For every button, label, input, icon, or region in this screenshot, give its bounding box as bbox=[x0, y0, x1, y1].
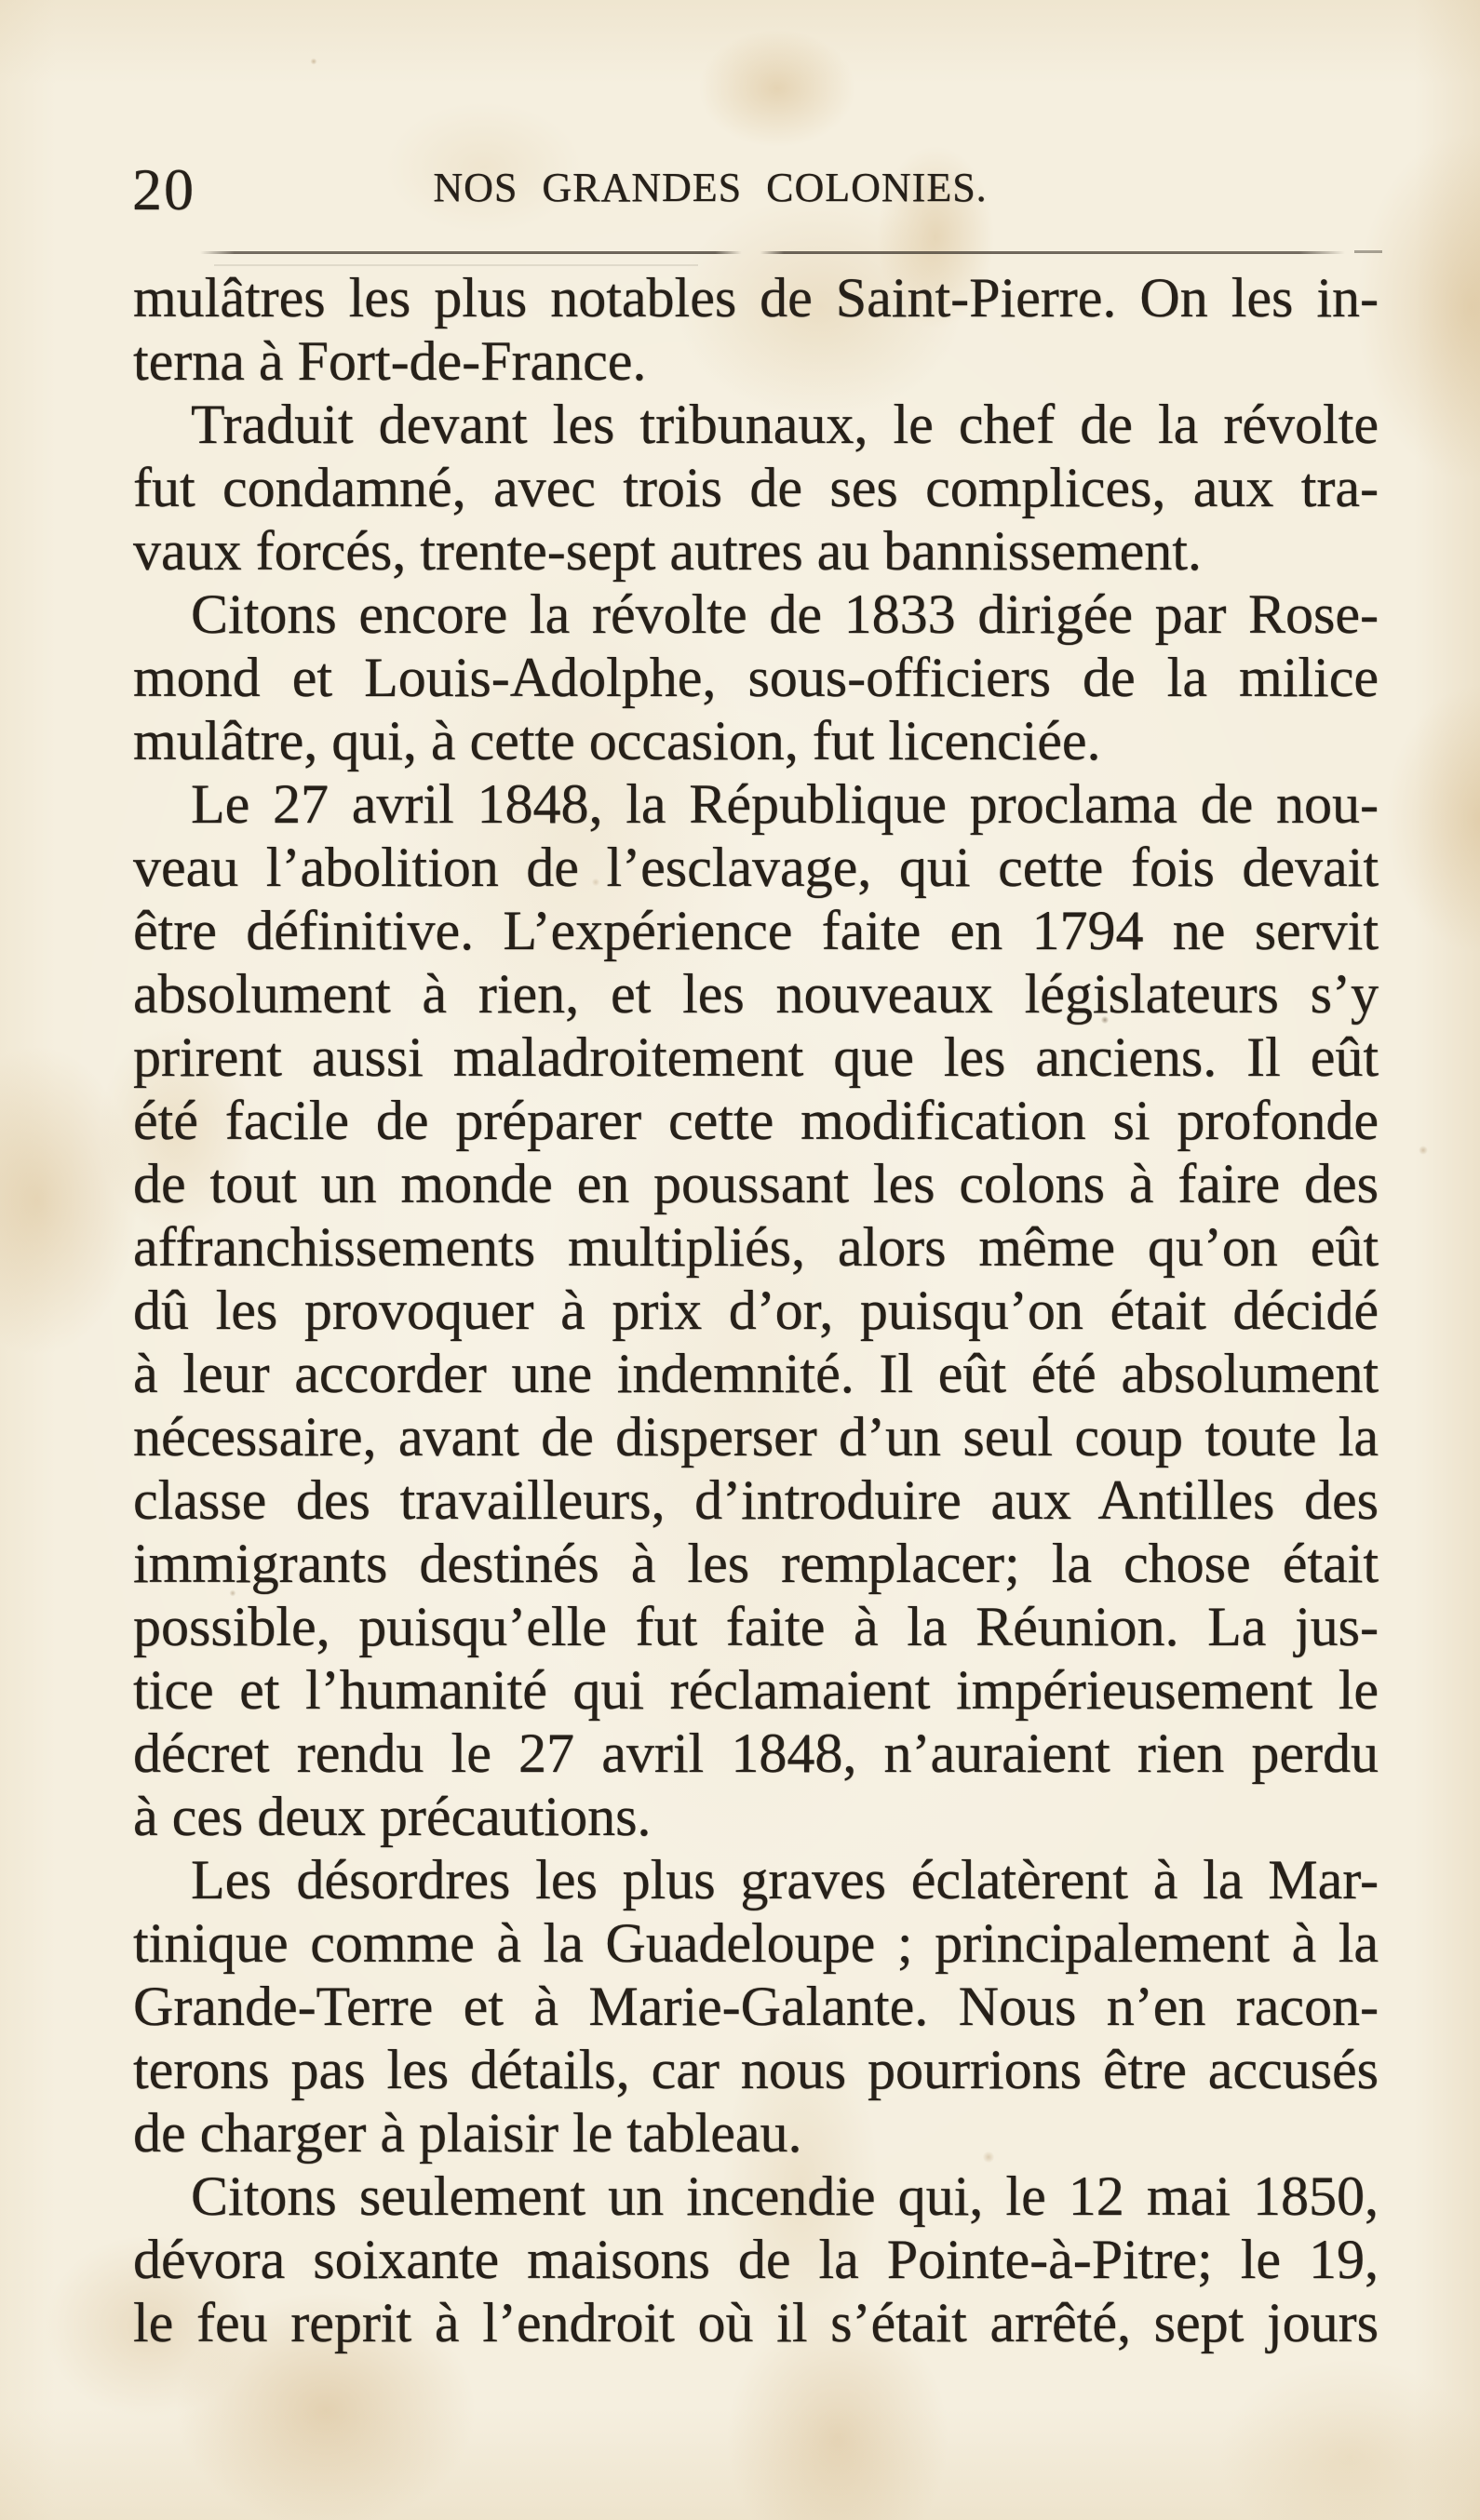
text-line: Grande-Terre et à Marie-Galante. Nous n’en racon- bbox=[133, 1976, 1379, 2037]
text-line: tinique comme à la Guadeloupe ; principalement à la bbox=[133, 1912, 1379, 1974]
text-line: terons pas les détails, car nous pourrions être accusés bbox=[133, 2039, 1379, 2100]
text-line: Le 27 avril 1848, la République proclama de nou- bbox=[191, 773, 1379, 835]
page-number: 20 bbox=[132, 156, 195, 222]
text-line: tice et l’humanité qui réclamaient impérieusement le bbox=[133, 1659, 1379, 1721]
text-line: fut condamné, avec trois de ses complices, aux tra- bbox=[133, 457, 1379, 518]
text-line: Citons seulement un incendie qui, le 12 mai 1850, bbox=[191, 2165, 1379, 2227]
text-line: prirent aussi maladroitement que les anciens. Il eût bbox=[133, 1026, 1379, 1088]
text-line: classe des travailleurs, d’introduire aux Antilles des bbox=[133, 1469, 1379, 1531]
text-line: dû les provoquer à prix d’or, puisqu’on était décidé bbox=[133, 1280, 1379, 1341]
text-line: terna à Fort-de-France. bbox=[133, 330, 647, 392]
text-line: nécessaire, avant de disperser d’un seul coup toute la bbox=[133, 1406, 1379, 1468]
text-line: absolument à rien, et les nouveaux législateurs s’y bbox=[133, 963, 1379, 1025]
text-line: été facile de préparer cette modification si profonde bbox=[133, 1090, 1379, 1151]
text-line: Les désordres les plus graves éclatèrent à la Mar- bbox=[191, 1849, 1379, 1910]
text-line: à leur accorder une indemnité. Il eût été absolument bbox=[133, 1343, 1379, 1404]
text-line: de charger à plaisir le tableau. bbox=[133, 2102, 802, 2164]
page-body bbox=[133, 266, 1379, 2354]
header-rule bbox=[200, 251, 1345, 254]
text-line: dévora soixante maisons de la Pointe-à-Pitre; le 19, bbox=[133, 2229, 1379, 2290]
text-line: mond et Louis-Adolphe, sous-officiers de la milice bbox=[133, 647, 1379, 708]
text-line: Citons encore la révolte de 1833 dirigée par Rose- bbox=[191, 583, 1379, 645]
text-line: veau l’abolition de l’esclavage, qui cette fois devait bbox=[133, 837, 1379, 898]
text-line: être définitive. L’expérience faite en 1794 ne servit bbox=[133, 900, 1379, 961]
text-line: vaux forcés, trente-sept autres au bannissement. bbox=[133, 520, 1202, 582]
text-line: possible, puisqu’elle fut faite à la Réunion. La jus- bbox=[133, 1596, 1379, 1657]
text-line: à ces deux précautions. bbox=[133, 1786, 652, 1847]
text-line: décret rendu le 27 avril 1848, n’auraient rien perdu bbox=[133, 1722, 1379, 1784]
text-line: mulâtre, qui, à cette occasion, fut licenciée. bbox=[133, 710, 1101, 771]
text-line: le feu reprit à l’endroit où il s’était arrêté, sept jours bbox=[133, 2292, 1379, 2353]
header-rule-end-dash bbox=[1354, 250, 1382, 253]
running-title: NOS GRANDES COLONIES. bbox=[433, 165, 988, 210]
text-line: de tout un monde en poussant les colons à faire des bbox=[133, 1153, 1379, 1214]
text-line: mulâtres les plus notables de Saint-Pierre. On les in- bbox=[133, 267, 1379, 328]
text-line: affranchissements multipliés, alors même qu’on eût bbox=[133, 1216, 1379, 1278]
text-line: immigrants destinés à les remplacer; la chose était bbox=[133, 1533, 1379, 1594]
text-line: Traduit devant les tribunaux, le chef de la révolte bbox=[191, 394, 1379, 455]
